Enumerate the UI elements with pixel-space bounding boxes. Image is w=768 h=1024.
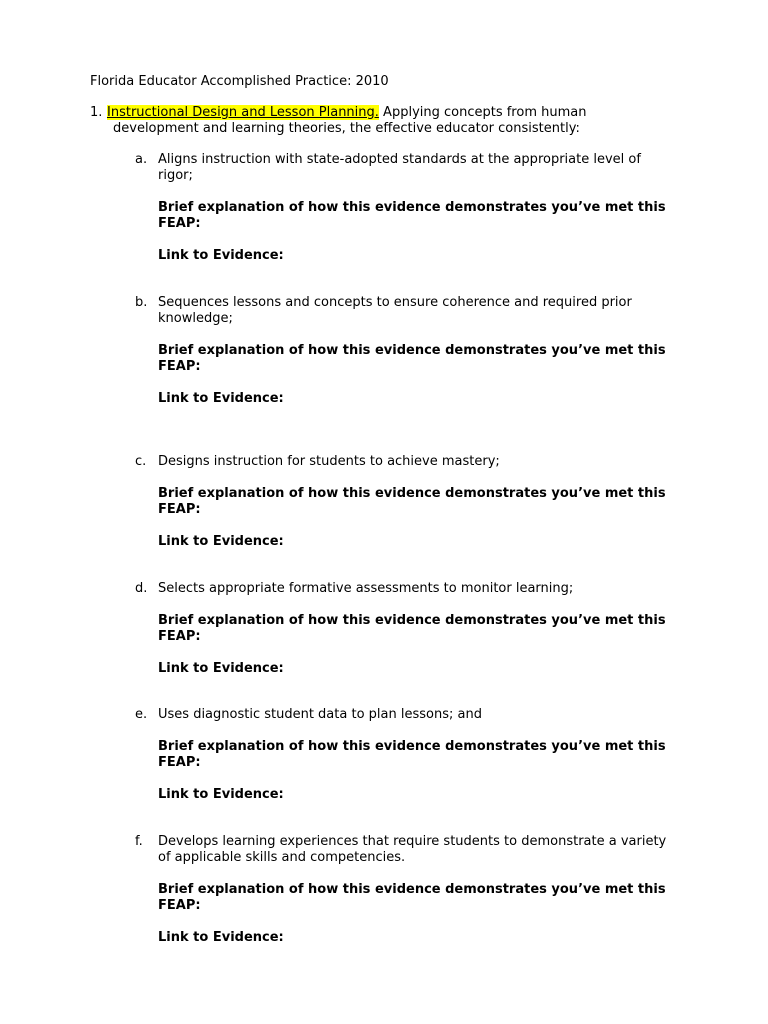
evidence-explanation-label	[158, 739, 695, 771]
evidence-explanation-label	[158, 343, 695, 375]
practice-intro-line1	[107, 105, 710, 121]
evidence-explanation-label	[158, 486, 695, 518]
evidence-explanation-label	[158, 613, 695, 645]
link-to-evidence-label: Link to Evidence:	[158, 391, 284, 406]
link-to-evidence-label: Link to Evidence:	[158, 661, 284, 676]
explanation-line1: Brief explanation of how this evidence demonstrates you’ve met this	[158, 486, 666, 501]
item-text-line1: Sequences lessons and concepts to ensure coherence and required prior	[158, 295, 632, 310]
explanation-line1: Brief explanation of how this evidence demonstrates you’ve met this	[158, 739, 666, 754]
item-text	[158, 707, 695, 723]
explanation-line2: FEAP:	[158, 216, 201, 231]
explanation-line2: FEAP:	[158, 629, 201, 644]
list-item	[135, 152, 695, 264]
link-to-evidence-label: Link to Evidence:	[158, 248, 284, 263]
explanation-line1: Brief explanation of how this evidence demonstrates you’ve met this	[158, 343, 666, 358]
explanation-line1: Brief explanation of how this evidence demonstrates you’ve met this	[158, 200, 666, 215]
practice-number: 1.	[90, 105, 103, 120]
item-text-line1: Aligns instruction with state-adopted standards at the appropriate level of	[158, 152, 641, 167]
item-letter: b.	[135, 295, 148, 310]
item-text-line1: Selects appropriate formative assessments to monitor learning;	[158, 581, 574, 596]
link-to-evidence-label: Link to Evidence:	[158, 930, 284, 945]
list-item	[135, 454, 695, 550]
item-text-line2: knowledge;	[158, 311, 233, 326]
explanation-line2: FEAP:	[158, 359, 201, 374]
practice-intro-text-1: Applying concepts from human	[378, 105, 587, 120]
item-text	[158, 152, 695, 184]
explanation-line1: Brief explanation of how this evidence demonstrates you’ve met this	[158, 882, 666, 897]
item-text-line1: Designs instruction for students to achieve mastery;	[158, 454, 500, 469]
practice-heading	[90, 105, 710, 137]
list-item	[135, 707, 695, 803]
explanation-line2: FEAP:	[158, 898, 201, 913]
document-title: Florida Educator Accomplished Practice: 2010	[90, 74, 389, 89]
item-text-line2: of applicable skills and competencies.	[158, 850, 406, 865]
link-to-evidence-label: Link to Evidence:	[158, 534, 284, 549]
item-text	[158, 834, 695, 866]
item-text-line1: Uses diagnostic student data to plan lessons; and	[158, 707, 482, 722]
item-text	[158, 295, 695, 327]
practice-intro	[90, 105, 710, 137]
practice-highlighted-title: Instructional Design and Lesson Planning.	[107, 105, 379, 120]
item-letter: c.	[135, 454, 147, 469]
item-text-line2: rigor;	[158, 168, 193, 183]
list-item	[135, 834, 695, 946]
explanation-line2: FEAP:	[158, 755, 201, 770]
item-text-line1: Develops learning experiences that require students to demonstrate a variety	[158, 834, 667, 849]
item-text	[158, 454, 695, 470]
item-letter: f.	[135, 834, 143, 849]
explanation-line1: Brief explanation of how this evidence demonstrates you’ve met this	[158, 613, 666, 628]
list-item	[135, 295, 695, 407]
evidence-explanation-label	[158, 882, 695, 914]
item-letter: e.	[135, 707, 148, 722]
link-to-evidence-label: Link to Evidence:	[158, 787, 284, 802]
item-letter: d.	[135, 581, 148, 596]
explanation-line2: FEAP:	[158, 502, 201, 517]
practice-intro-text-2: development and learning theories, the effective educator consistently:	[113, 121, 580, 136]
item-letter: a.	[135, 152, 148, 167]
evidence-explanation-label	[158, 200, 695, 232]
list-item	[135, 581, 695, 677]
item-text	[158, 581, 695, 597]
